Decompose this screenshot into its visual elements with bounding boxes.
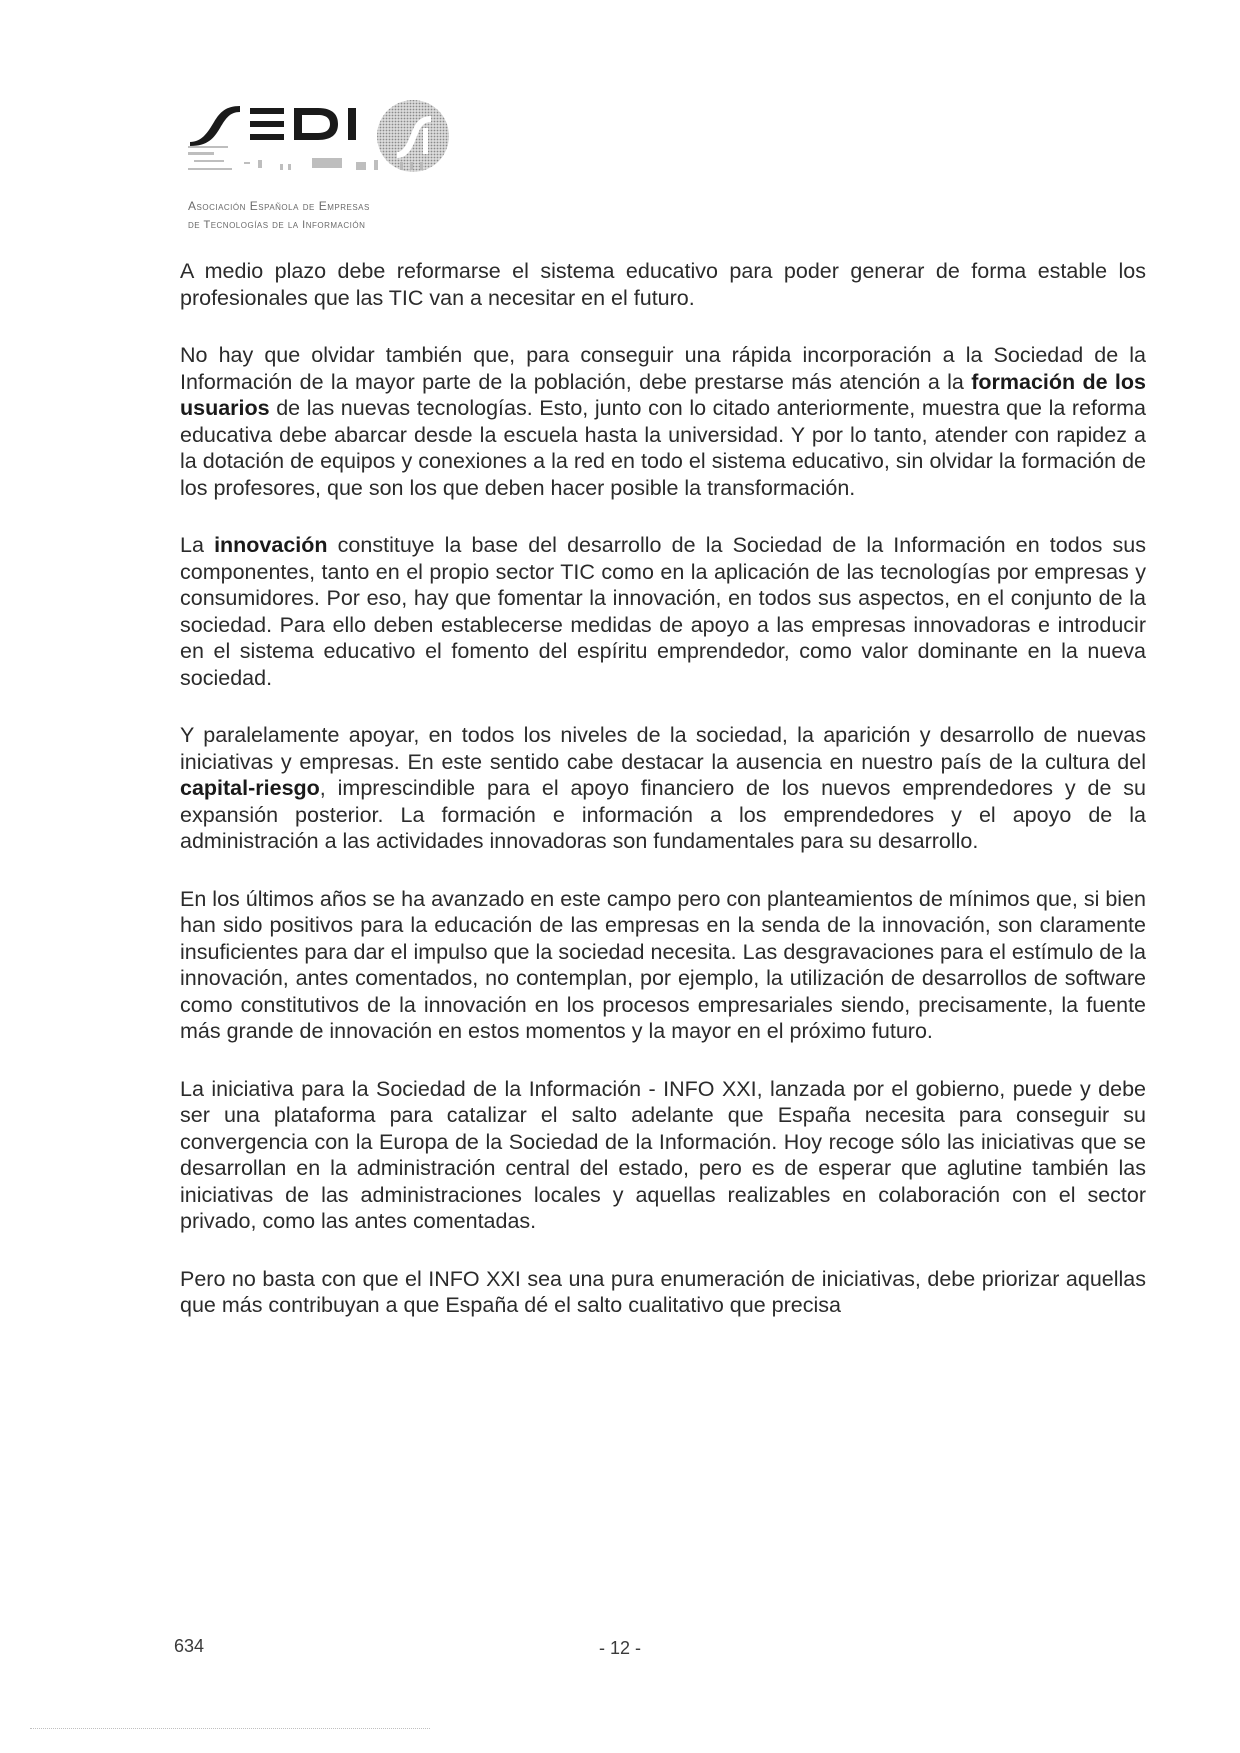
text-run: No hay que olvidar también que, para conseguir una rápida incorporación a la Sociedad de la Información de la mayor parte de la población, debe prestarse más atención a la — [180, 343, 1146, 394]
text-run: La iniciativa para la Sociedad de la Información - INFO XXI, lanzada por el gobierno, puede y debe ser una plataforma para catalizar el salto adelante que España necesita para conseguir su convergencia con la Europa de la Sociedad de la Información. Hoy recoge sólo las iniciativas que se desarrollan en la administración central del estado, pero es de esperar que aglutine también las iniciativas de las administraciones locales y aquellas realizables en colaboración con el sector privado, como las antes comentadas. — [180, 1076, 1146, 1233]
sedi-logo — [188, 96, 488, 266]
body-paragraph — [180, 258, 1146, 311]
body-paragraph — [180, 886, 1146, 1045]
document-reference-number: 634 — [174, 1636, 205, 1656]
text-run: Pero no basta con que el INFO XXI sea una pura enumeración de iniciativas, debe priorizar aquellas que más contribuyan a que España dé el salto cualitativo que precisa — [180, 1266, 1146, 1317]
text-run: A medio plazo debe reformarse el sistema educativo para poder generar de forma estable los profesionales que las TIC van a necesitar en el futuro. — [180, 259, 1146, 310]
body-paragraph — [180, 1266, 1146, 1319]
bold-phrase: innovación — [214, 533, 328, 557]
logo-wordmark-graphic — [188, 102, 378, 146]
body-paragraph — [180, 1076, 1146, 1235]
body-paragraph — [180, 722, 1146, 855]
body-paragraph — [180, 342, 1146, 501]
text-run: Y paralelamente apoyar, en todos los niveles de la sociedad, la aparición y desarrollo de nuevas iniciativas y empresas. En este sentido cabe destacar la ausencia en nuestro país de la cultura del — [180, 723, 1146, 774]
logo-subtitle-line1: Asociación Española de Empresas — [188, 199, 370, 213]
page-number: - 12 - — [598, 1638, 641, 1658]
logo-subtitle-line2: de Tecnologías de la Información — [188, 219, 366, 231]
text-run: de las nuevas tecnologías. Esto, junto con lo citado anteriormente, muestra que la reforma educativa debe abarcar desde la escuela hasta la universidad. Y por lo tanto, atender con rapidez a la dotación de equipos y conexiones a la red en todo el sistema educativo, sin olvidar la formación de los profesores, que son los que deben hacer posible la transformación. — [180, 396, 1146, 500]
text-run: La — [180, 533, 215, 557]
body-paragraph — [180, 532, 1146, 691]
scan-edge-line — [30, 1728, 430, 1729]
text-run: En los últimos años se ha avanzado en este campo pero con planteamientos de mínimos que, si bien han sido positivos para la educación de las empresas en la senda de la innovación, son claramente insuficientes para dar el impulso que la sociedad necesita. Las desgravaciones para el estímulo de la innovación, antes comentados, no contemplan, por ejemplo, la utilización de desarrollos de software como constitutivos de la innovación en los procesos empresariales siendo, precisamente, la fuente más grande de innovación en estos momentos y la mayor en el próximo futuro. — [180, 886, 1146, 1043]
logo-scan-artifact — [188, 142, 458, 182]
bold-phrase: capital-riesgo — [180, 776, 320, 800]
text-run: constituye la base del desarrollo de la Sociedad de la Información en todos sus componentes, tanto en el propio sector TIC como en la aplicación de las tecnologías por empresas y consumidores. Por eso, hay que fomentar la innovación, en todos sus aspectos, en el conjunto de la sociedad. Para ello deben establecerse medidas de apoyo a las empresas innovadoras e introducir en el sistema educativo el fomento del espíritu emprendedor, como valor dominante en la nueva sociedad. — [180, 533, 1146, 690]
text-run: , imprescindible para el apoyo financiero de los nuevos emprendedores y de su expansión posterior. La formación e información a los emprendedores y el apoyo de la administración a las actividades innovadoras son fundamentales para su desarrollo. — [180, 776, 1146, 853]
document-body — [180, 258, 1146, 1350]
logo-subtitle — [188, 197, 370, 235]
bold-phrase: formación de los usuarios — [180, 369, 1146, 420]
